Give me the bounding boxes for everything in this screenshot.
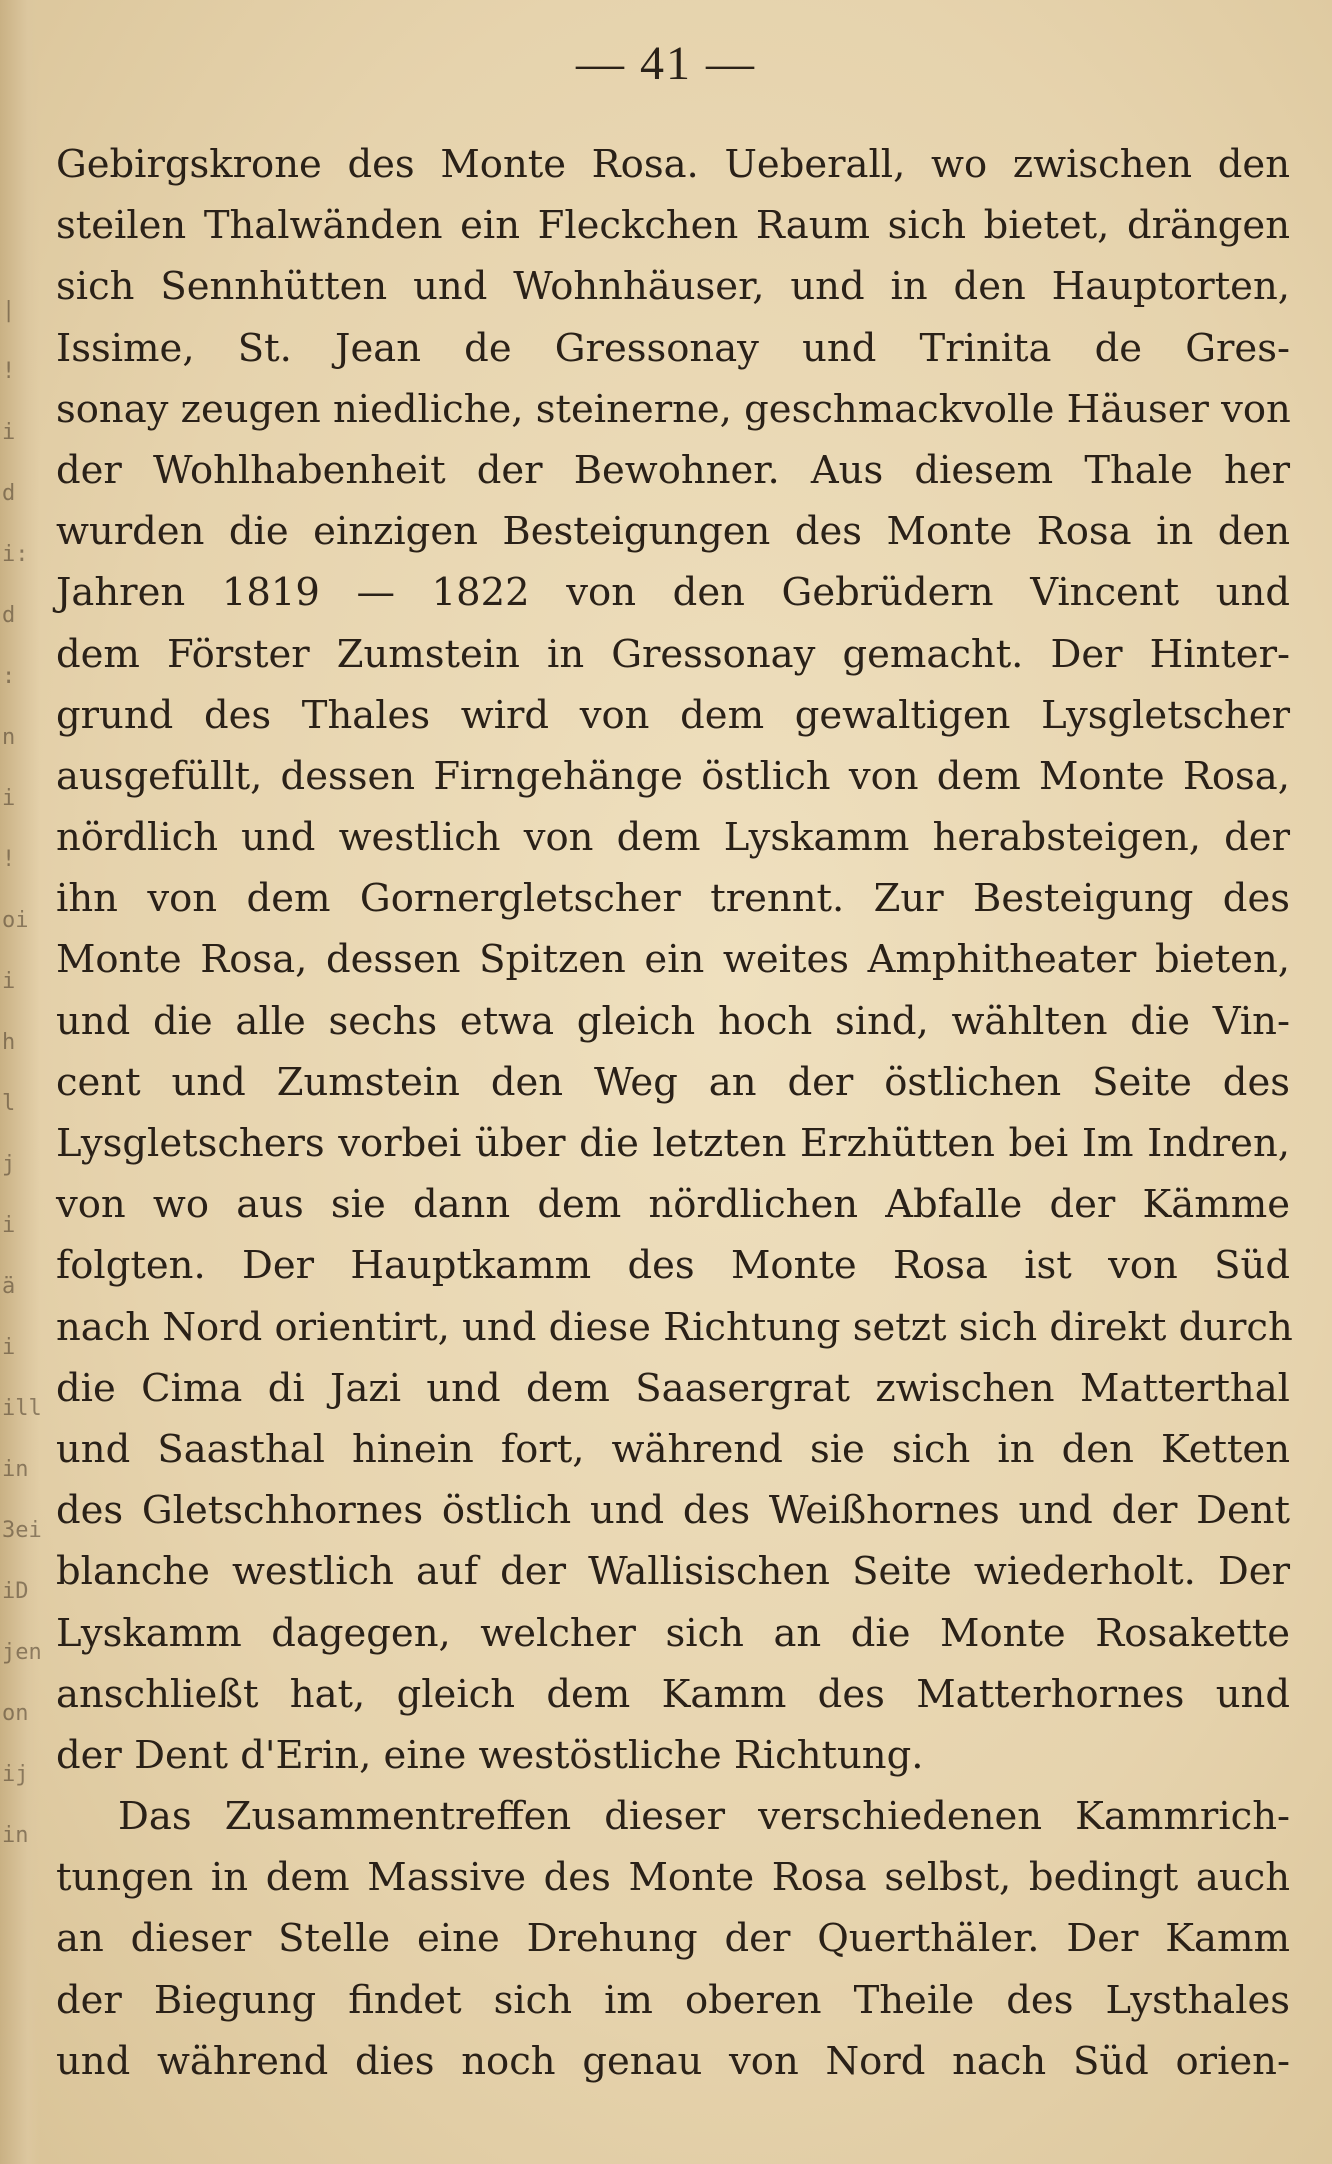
gutter-fragment: : xyxy=(2,664,16,689)
text-line: cent und Zumstein den Weg an der östlichen Seite des xyxy=(56,1059,1290,1105)
text-line: Gebirgskrone des Monte Rosa. Ueberall, wo zwischen den xyxy=(56,142,1290,187)
gutter-fragment: oi xyxy=(2,908,29,933)
text-line: anschließt hat, gleich dem Kamm des Matterhornes und xyxy=(56,1671,1290,1717)
gutter-fragment: ij xyxy=(2,1762,29,1787)
gutter-text-fragments xyxy=(2,280,42,1866)
gutter-fragment: i: xyxy=(2,542,29,567)
text-line: grund des Thales wird von dem gewaltigen Lysgletscher xyxy=(56,692,1290,738)
text-line: sonay zeugen niedliche, steinerne, geschmackvolle Häuser von xyxy=(56,386,1291,432)
gutter-fragment: ä xyxy=(2,1274,16,1299)
gutter-fragment: h xyxy=(2,1030,16,1055)
binding-gutter xyxy=(0,0,40,2164)
text-line: dem Förster Zumstein in Gressonay gemacht. Der Hinter- xyxy=(56,631,1290,677)
gutter-fragment: i xyxy=(2,420,16,445)
text-line: nach Nord orientirt, und diese Richtung setzt sich direkt durch xyxy=(56,1304,1293,1350)
text-line: wurden die einzigen Besteigungen des Monte Rosa in den xyxy=(56,509,1290,555)
gutter-fragment: i xyxy=(2,786,16,811)
text-line: und Saasthal hinein fort, während sie sich in den Ketten xyxy=(56,1426,1290,1472)
gutter-fragment: | xyxy=(2,298,16,323)
text-line: nördlich und westlich von dem Lyskamm herabsteigen, der xyxy=(56,815,1290,861)
text-line: der Biegung findet sich im oberen Theile des Lysthales xyxy=(56,1977,1290,2023)
text-line: Issime, St. Jean de Gressonay und Trinita de Gres- xyxy=(56,325,1290,371)
page-number: — 41 — xyxy=(576,37,756,90)
text-line: steilen Thalwänden ein Fleckchen Raum sich bietet, drängen xyxy=(56,203,1290,249)
gutter-fragment: iD xyxy=(2,1579,29,1604)
gutter-fragment: in xyxy=(2,1457,29,1482)
gutter-fragment: n xyxy=(2,725,16,750)
text-line: folgten. Der Hauptkamm des Monte Rosa ist von Süd xyxy=(56,1243,1290,1289)
body-text xyxy=(56,134,1293,2092)
text-line: von wo aus sie dann dem nördlichen Abfalle der Kämme xyxy=(56,1182,1290,1228)
text-line: Lyskamm dagegen, welcher sich an die Monte Rosakette xyxy=(56,1610,1290,1656)
gutter-fragment: on xyxy=(2,1701,29,1726)
gutter-fragment: d xyxy=(2,603,16,628)
gutter-fragment: l xyxy=(2,1091,16,1116)
text-line: Jahren 1819 — 1822 von den Gebrüdern Vincent und xyxy=(56,570,1290,616)
gutter-fragment: 3ei xyxy=(2,1518,42,1543)
text-line: die Cima di Jazi und dem Saasergrat zwischen Matterthal xyxy=(56,1365,1290,1411)
text-line: tungen in dem Massive des Monte Rosa selbst, bedingt auch xyxy=(56,1855,1290,1901)
text-line: und die alle sechs etwa gleich hoch sind, wählten die Vin- xyxy=(56,998,1290,1044)
text-line: blanche westlich auf der Wallisischen Seite wiederholt. Der xyxy=(56,1549,1290,1595)
text-line: der Wohlhabenheit der Bewohner. Aus diesem Thale her xyxy=(56,447,1290,493)
gutter-fragment: ill xyxy=(2,1396,42,1421)
gutter-fragment: i xyxy=(2,1213,16,1238)
text-line: ihn von dem Gornergletscher trennt. Zur Besteigung des xyxy=(56,876,1290,922)
gutter-fragment: ! xyxy=(2,847,16,872)
gutter-fragment: ! xyxy=(2,359,16,384)
text-line: Das Zusammentreffen dieser verschiedenen Kammrich- xyxy=(118,1794,1290,1840)
paragraph xyxy=(56,1786,1290,2092)
text-line: der Dent d'Erin, eine westöstliche Richtung. xyxy=(56,1732,924,1778)
text-line: an dieser Stelle eine Drehung der Querthäler. Der Kamm xyxy=(56,1916,1290,1962)
gutter-fragment: j xyxy=(2,1152,16,1177)
text-line: sich Sennhütten und Wohnhäuser, und in den Hauptorten, xyxy=(56,264,1290,310)
gutter-fragment: in xyxy=(2,1823,29,1848)
gutter-fragment: i xyxy=(2,1335,16,1360)
text-line: ausgefüllt, dessen Firngehänge östlich von dem Monte Rosa, xyxy=(56,753,1290,799)
text-line: des Gletschhornes östlich und des Weißhornes und der Dent xyxy=(56,1488,1290,1534)
text-line: und während dies noch genau von Nord nach Süd orien- xyxy=(56,2038,1290,2084)
text-line: Lysgletschers vorbei über die letzten Erzhütten bei Im Indren, xyxy=(56,1121,1290,1166)
paragraph xyxy=(56,134,1293,1786)
gutter-fragment: jen xyxy=(2,1640,42,1665)
text-line: Monte Rosa, dessen Spitzen ein weites Amphitheater bieten, xyxy=(56,937,1290,983)
gutter-fragment: d xyxy=(2,481,16,506)
gutter-fragment: i xyxy=(2,969,16,994)
